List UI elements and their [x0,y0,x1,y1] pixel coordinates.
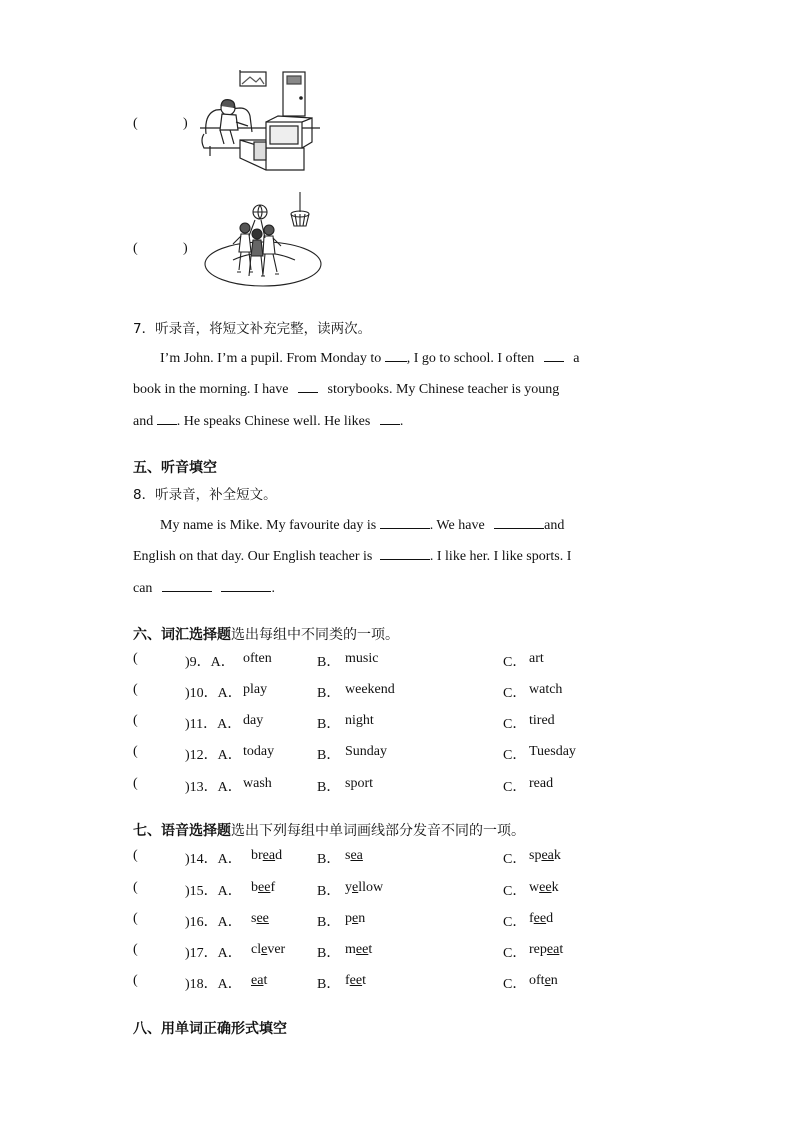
word-part: d [275,848,283,863]
q7-text: storybooks. My Chinese teacher is young [327,382,560,397]
fill-blank[interactable] [385,349,407,362]
q8-text: . We have [429,518,485,533]
word-part: m [345,942,356,957]
option-c-label: C． [503,915,527,930]
section-6-title [133,624,399,644]
word-part: n [358,911,366,926]
word-part: s [251,911,257,926]
question-number: )10．A． [185,686,242,701]
option-b[interactable] [345,880,383,896]
question-number: )14．A． [185,852,242,867]
word-part: s [345,848,351,863]
answer-bracket-open[interactable]: ( [133,880,138,895]
question-number: )18．A． [185,977,242,992]
answer-bracket[interactable] [133,241,193,257]
option-b-label: B． [317,852,341,867]
word-part: y [345,880,352,895]
option-c[interactable] [529,911,553,927]
phonics-question-row [133,848,653,866]
option-c[interactable] [529,973,558,989]
phonics-question-row [133,973,653,991]
vocab-question-row [133,776,653,794]
q8-text: . I like her. I like sports. I [429,549,572,564]
basketball-players-illustration [203,190,323,290]
question-number: )16．A． [185,915,242,930]
option-c-label: C． [503,686,527,701]
q7-text: . [399,414,404,429]
word-part: t [263,973,268,988]
option-a[interactable]: today [243,744,275,759]
vocab-question-row [133,744,653,762]
word-part: k [551,880,559,895]
option-c[interactable] [529,880,559,896]
answer-bracket-open[interactable]: ( [133,911,138,926]
answer-bracket-open[interactable]: ( [133,682,138,697]
option-a[interactable] [251,880,275,896]
underlined-letters: ee [349,973,363,988]
option-b[interactable] [345,911,365,927]
word-part: b [251,880,258,895]
bracket-open: ( [133,241,138,256]
option-c[interactable]: Tuesday [529,744,576,759]
q7-text: a [573,351,580,366]
option-b-label: B． [317,977,341,992]
option-c-label: C． [503,977,527,992]
option-b-label: B． [317,946,341,961]
option-b[interactable] [345,848,363,864]
section-6-heading: 六、词汇选择题 [133,627,231,643]
phonics-question-row [133,911,653,929]
underlined-letters: ee [355,942,369,957]
phonics-question-row [133,942,653,960]
word-part: t [559,942,564,957]
underlined-letters: e [544,973,551,988]
option-b[interactable] [345,973,366,989]
option-b[interactable]: music [345,651,379,666]
answer-bracket-open[interactable]: ( [133,776,138,791]
option-b-label: B． [317,686,341,701]
word-part: w [529,880,540,895]
option-c[interactable] [529,848,561,864]
option-a[interactable] [251,942,285,958]
q7-text: . He speaks Chinese well. He likes [176,414,371,429]
option-c[interactable]: art [529,651,544,666]
section-6-instruction: 选出每组中不同类的一项。 [231,627,399,643]
option-c-label: C． [503,946,527,961]
option-c-label: C． [503,780,527,795]
q8-text: and [544,518,565,533]
q8-text: can [133,581,153,596]
section-7-instruction: 选出下列每组中单词画线部分发音不同的一项。 [231,823,525,839]
underlined-letters: ea [262,848,276,863]
fill-blank[interactable] [380,516,430,529]
underlined-letters: e [352,880,359,895]
underlined-letters: e [261,942,268,957]
question-7-title: 7．听录音，将短文补充完整，读两次。 [133,321,372,337]
bracket-close: ) [183,116,188,131]
q8-paragraph-line-1 [160,516,651,534]
option-b-label: B． [317,748,341,763]
option-c-label: C． [503,748,527,763]
answer-bracket-open[interactable]: ( [133,973,138,988]
word-part: f [345,973,350,988]
question-number: )15．A． [185,884,242,899]
word-part: rep [529,942,547,957]
option-c[interactable] [529,942,563,958]
option-b-label: B． [317,655,341,670]
q7-text: I’m John. I’m a pupil. From Monday to [160,351,382,366]
q7-paragraph-line-1 [160,349,651,367]
question-number: )11．A． [185,717,242,732]
option-b[interactable]: sport [345,776,373,791]
option-c-label: C． [503,655,527,670]
question-8-title: 8．听录音，补全短文。 [133,487,277,503]
section-8-title: 八、用单词正确形式填空 [133,1021,287,1037]
option-b[interactable] [345,942,372,958]
answer-bracket-open[interactable]: ( [133,942,138,957]
vocab-question-row [133,713,653,731]
section-7-title [133,820,525,840]
word-part: cl [251,942,262,957]
word-part: t [368,942,373,957]
word-part: ver [267,942,286,957]
option-a[interactable] [251,973,267,989]
phonics-question-row [133,880,653,898]
word-part: sp [529,848,542,863]
bracket-close: ) [183,241,188,256]
option-b-label: B． [317,717,341,732]
word-part: llow [358,880,384,895]
vocab-question-row [133,651,653,669]
option-b-label: B． [317,884,341,899]
underlined-letters: ea [541,848,554,863]
option-c[interactable]: watch [529,682,563,697]
underlined-letters: e [352,911,359,926]
option-c[interactable]: tired [529,713,555,728]
underlined-letters: ee [258,880,271,895]
option-a[interactable]: often [243,651,272,666]
question-number: )13．A． [185,780,242,795]
q7-text: , I go to school. I often [406,351,535,366]
word-part: br [251,848,263,863]
fill-blank[interactable] [298,380,318,393]
word-part: n [550,973,558,988]
word-part: f [529,911,534,926]
question-number: )17．A． [185,946,242,961]
q8-paragraph-line-3 [133,579,651,597]
section-7-heading: 七、语音选择题 [133,823,231,839]
q7-paragraph-line-3 [133,412,651,430]
option-c-label: C． [503,884,527,899]
word-part: oft [529,973,545,988]
fill-blank[interactable] [380,547,430,560]
q7-text: book in the morning. I have [133,382,289,397]
question-number: )9．A． [185,655,235,670]
underlined-letters: ea [251,973,264,988]
q8-text: . [271,581,275,596]
answer-bracket-open[interactable]: ( [133,848,138,863]
underlined-letters: ee [533,911,547,926]
living-room-tv-illustration [200,70,322,174]
option-b-label: B． [317,915,341,930]
option-b[interactable]: Sunday [345,744,387,759]
underlined-letters: ea [546,942,560,957]
answer-bracket-open[interactable]: ( [133,651,138,666]
q7-text: and [133,414,154,429]
fill-blank[interactable] [544,349,564,362]
word-part: p [345,911,352,926]
option-a[interactable]: day [243,713,264,728]
fill-blank[interactable] [494,516,544,529]
word-part: d [546,911,554,926]
q8-paragraph-line-2 [133,547,651,565]
underlined-letters: ee [256,911,269,926]
option-c[interactable]: read [529,776,554,791]
fill-blank[interactable] [380,412,400,425]
answer-bracket[interactable] [133,116,193,132]
underlined-letters: ea [350,848,363,863]
option-b-label: B． [317,780,341,795]
option-b[interactable]: weekend [345,682,395,697]
option-a[interactable]: wash [243,776,272,791]
section-5-title: 五、听音填空 [133,460,217,476]
fill-blank[interactable] [162,579,212,592]
question-number: )12．A． [185,748,242,763]
option-a[interactable] [251,911,269,927]
word-part: f [270,880,276,895]
q8-text: My name is Mike. My favourite day is [160,518,377,533]
option-b[interactable]: night [345,713,374,728]
fill-blank[interactable] [157,412,177,425]
word-part: t [362,973,366,988]
word-part: k [553,848,561,863]
option-c-label: C． [503,717,527,732]
answer-bracket-open[interactable]: ( [133,713,138,728]
q7-paragraph-line-2 [133,380,651,398]
underlined-letters: ee [539,880,552,895]
bracket-open: ( [133,116,138,131]
q8-text: English on that day. Our English teacher is [133,549,373,564]
answer-bracket-open[interactable]: ( [133,744,138,759]
option-c-label: C． [503,852,527,867]
option-a[interactable] [251,848,282,864]
option-a[interactable]: play [243,682,268,697]
vocab-question-row [133,682,653,700]
fill-blank[interactable] [221,579,271,592]
